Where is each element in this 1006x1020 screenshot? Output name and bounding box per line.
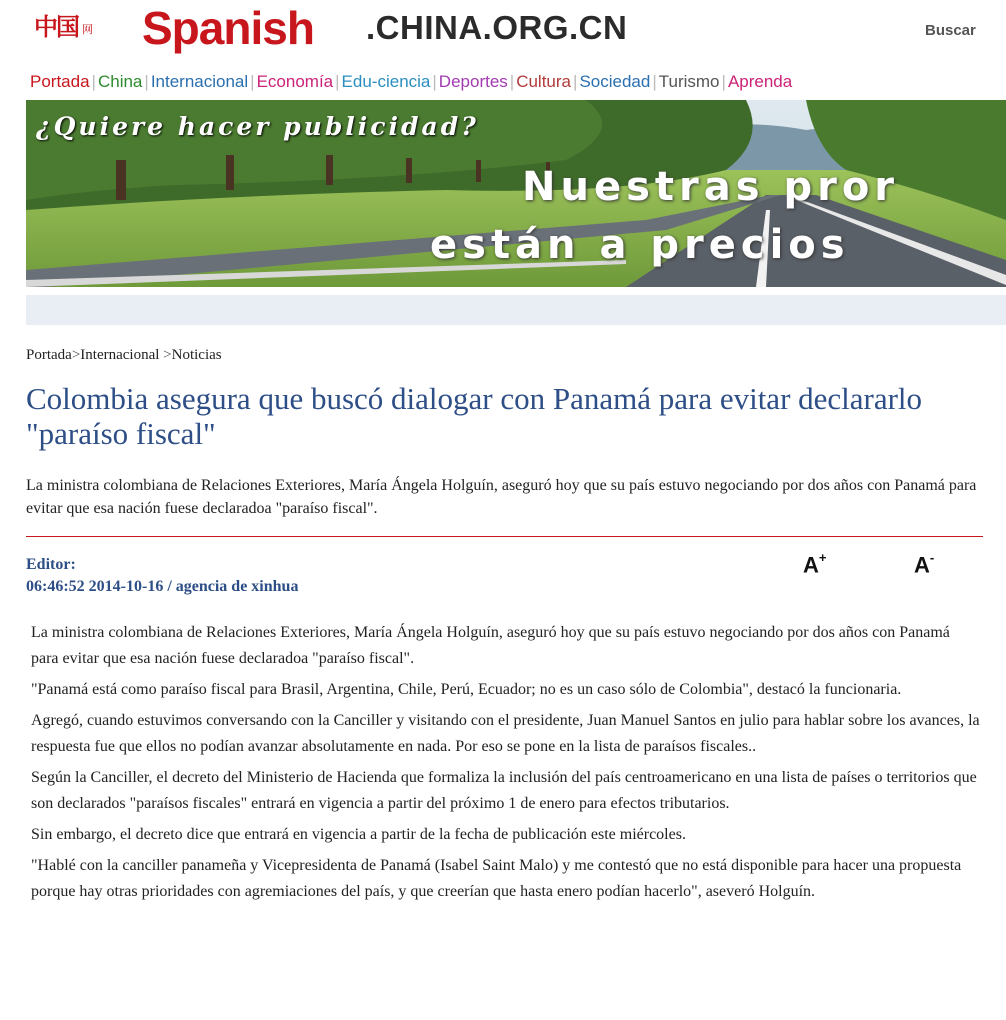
nav-item-economia[interactable]: Economía bbox=[256, 72, 334, 91]
article-summary: La ministra colombiana de Relaciones Exteriores, María Ángela Holguín, aseguró hoy que su país estuvo negociando por dos años con Panamá para evitar que esa nación fuese declaradoa "paraíso fiscal". bbox=[26, 477, 977, 517]
nav-separator: | bbox=[652, 72, 657, 91]
breadcrumb bbox=[26, 347, 222, 364]
breadcrumb-separator: > bbox=[163, 347, 172, 363]
search-link[interactable]: Buscar bbox=[925, 22, 976, 39]
nav-item-sociedad[interactable]: Sociedad bbox=[579, 72, 651, 91]
breadcrumb-section[interactable]: Internacional bbox=[80, 347, 160, 363]
article-paragraph: "Hablé con la canciller panameña y Vicepresidenta de Panamá (Isabel Saint Malo) y me contestó que no está disponible para hacer una propuesta porque hay otras prioridades con agremiaciones del país, y que creerían que hasta enero podían hacerlo", aseveró Holguín. bbox=[31, 857, 962, 900]
font-increase-letter: A bbox=[803, 552, 819, 578]
font-decrease-button[interactable] bbox=[914, 552, 934, 578]
article-paragraph: La ministra colombiana de Relaciones Exteriores, María Ángela Holguín, aseguró hoy que su país estuvo negociando por dos años con Panamá para evitar que esa nación fuese declaradoa "paraíso fiscal". bbox=[31, 624, 950, 667]
minus-icon: - bbox=[929, 550, 935, 565]
editor-label: Editor: bbox=[26, 556, 76, 573]
nav-item-aprenda[interactable]: Aprenda bbox=[727, 72, 793, 91]
ad-banner[interactable] bbox=[26, 100, 1006, 287]
article-paragraph: Agregó, cuando estuvimos conversando con la Canciller y visitando con el presidente, Juan Manuel Santos en julio para hablar sobre los avances, la respuesta fue que ellos no podían avanzar absolutamente en nada. Por eso se pone en la lista de paraísos fiscales.. bbox=[31, 712, 980, 755]
red-divider bbox=[26, 536, 983, 537]
nav-item-cultura[interactable]: Cultura bbox=[516, 72, 572, 91]
logo-domain[interactable]: .CHINA.ORG.CN bbox=[366, 9, 628, 46]
nav-separator: | bbox=[509, 72, 515, 91]
nav-separator: | bbox=[432, 72, 437, 91]
nav-item-turismo[interactable]: Turismo bbox=[658, 72, 720, 91]
nav-separator: | bbox=[91, 72, 96, 91]
breadcrumb-current[interactable]: Noticias bbox=[171, 347, 222, 363]
nav-item-china[interactable]: China bbox=[97, 72, 143, 91]
logo-cn-wang: 网 bbox=[82, 23, 93, 36]
font-increase-button[interactable] bbox=[803, 552, 826, 578]
banner-headline-1: Nuestras pror bbox=[522, 164, 900, 210]
nav-item-portada[interactable]: Portada bbox=[30, 72, 90, 91]
nav-separator: | bbox=[250, 72, 255, 91]
nav-separator: | bbox=[573, 72, 578, 91]
article-meta: 06:46:52 2014-10-16 / agencia de xinhua bbox=[26, 578, 299, 595]
plus-icon: + bbox=[818, 550, 827, 565]
divider-bar bbox=[26, 295, 1006, 325]
article-paragraph: "Panamá está como paraíso fiscal para Brasil, Argentina, Chile, Perú, Ecuador; no es un caso sólo de Colombia", destacó la funcionaria. bbox=[31, 681, 902, 698]
site-header bbox=[0, 0, 1006, 62]
main-nav bbox=[28, 71, 794, 93]
breadcrumb-home[interactable]: Portada bbox=[26, 347, 72, 363]
font-decrease-letter: A bbox=[914, 552, 930, 578]
logo-spanish[interactable]: Spanish bbox=[142, 2, 314, 54]
nav-separator: | bbox=[335, 72, 340, 91]
nav-separator: | bbox=[144, 72, 149, 91]
china-org-logo[interactable] bbox=[34, 6, 93, 42]
logo-cn-glyphs: 中国 bbox=[34, 12, 78, 41]
nav-item-deportes[interactable]: Deportes bbox=[438, 72, 508, 91]
breadcrumb-separator: > bbox=[71, 347, 81, 363]
article-paragraph: Sin embargo, el decreto dice que entrará en vigencia a partir de la fecha de publicación este miércoles. bbox=[31, 826, 686, 843]
article-body bbox=[31, 620, 981, 910]
article-title: Colombia asegura que buscó dialogar con Panamá para evitar declararlo "paraíso fiscal" bbox=[26, 381, 923, 451]
nav-item-edu-ciencia[interactable]: Edu-ciencia bbox=[341, 72, 431, 91]
banner-question: ¿Quiere hacer publicidad? bbox=[36, 112, 479, 141]
article-paragraph: Según la Canciller, el decreto del Ministerio de Hacienda que formaliza la inclusión del país centroamericano en una lista de países o territorios que son declarados "paraísos fiscales" entrará en vigencia a partir del próximo 1 de enero para efectos tributarios. bbox=[31, 769, 977, 812]
nav-separator: | bbox=[721, 72, 726, 91]
banner-headline-2: están a precios bbox=[430, 222, 850, 268]
nav-item-internacional[interactable]: Internacional bbox=[150, 72, 249, 91]
